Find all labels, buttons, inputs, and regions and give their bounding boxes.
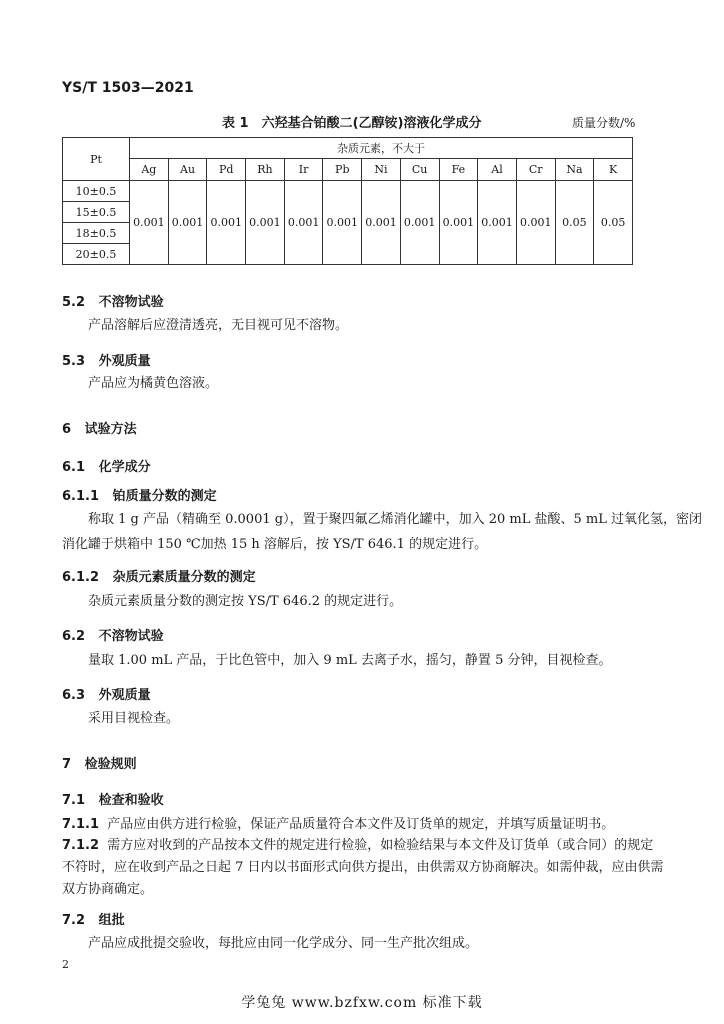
pt-value-cell: 15±0.5 [63,202,130,223]
paragraph: 采用目视检查。 [88,711,180,726]
paragraph: 产品应成批提交验收，每批应由同一化学成分、同一生产批次组成。 [88,936,479,951]
section-number: 6.2 [62,629,86,644]
paragraph: 不符时，应在收到产品之日起 7 日内以书面形式向供方提出，由供需双方协商解决。如需仲裁，应由供需 [62,860,664,875]
limit-cell: 0.001 [400,181,439,265]
limit-cell: 0.05 [594,181,633,265]
section-heading [62,456,151,475]
section-title: 化学成分 [98,460,151,475]
section-number: 5.3 [62,354,86,369]
paragraph: 产品溶解后应澄清透亮，无目视可见不溶物。 [88,318,349,333]
section-number: 7.2 [62,913,86,928]
section-number: 6.1.2 [62,570,100,585]
section-title: 外观质量 [98,688,151,703]
limit-cell: 0.001 [478,181,517,265]
section-heading [62,684,151,703]
section-heading [62,566,256,585]
element-header: Ir [284,159,323,181]
paragraph: 产品应为橘黄色溶液。 [88,376,219,391]
limit-cell: 0.001 [207,181,246,265]
standard-number: YS/T 1503—2021 [62,80,194,96]
section-heading [62,789,164,808]
section-title: 杂质元素质量分数的测定 [112,570,256,585]
limit-cell: 0.001 [362,181,401,265]
section-number: 6.1.1 [62,489,100,504]
chapter-heading [62,418,137,437]
element-header: Pd [207,159,246,181]
section-number: 6 [62,422,72,437]
element-header: Ag [130,159,169,181]
limit-cell: 0.001 [130,181,169,265]
section-heading [62,909,125,928]
paragraph: 双方协商确定。 [62,882,154,897]
limit-cell: 0.001 [323,181,362,265]
paragraph: 量取 1.00 mL 产品，于比色管中，加入 9 mL 去离子水，摇匀，静置 5 分钟，目视检查。 [88,653,612,668]
section-heading [62,350,151,369]
section-number: 6.3 [62,688,86,703]
site-footer: 学兔兔 www.bzfxw.com 标准下载 [241,995,483,1011]
section-title: 组批 [98,913,125,928]
element-header: Fe [439,159,478,181]
section-heading [62,485,217,504]
section-title: 不溶物试验 [98,295,164,310]
impurity-group-header: 杂质元素，不大于 [130,138,633,159]
element-header: Pb [323,159,362,181]
section-title: 不溶物试验 [98,629,164,644]
element-header: Na [555,159,594,181]
element-header: Cu [400,159,439,181]
element-header: Ni [362,159,401,181]
limit-cell: 0.001 [516,181,555,265]
limit-cell: 0.05 [555,181,594,265]
element-header: Rh [246,159,285,181]
section-heading [62,291,164,310]
section-title: 试验方法 [84,422,137,437]
paragraph-text: 需方应对收到的产品按本文件的规定进行检验，如检验结果与本文件及订货单（或合同）的规定 [107,838,654,853]
element-header: Al [478,159,517,181]
section-number: 7.1.2 [62,838,100,853]
pt-value-cell: 18±0.5 [63,223,130,244]
section-number: 6.1 [62,460,86,475]
paragraph: 杂质元素质量分数的测定按 YS/T 646.2 的规定进行。 [88,594,403,609]
section-title: 检验规则 [84,757,137,772]
section-title: 外观质量 [98,354,151,369]
section-number: 7.1.1 [62,817,100,832]
section-title: 铂质量分数的测定 [112,489,217,504]
table-caption: 表 1 六羟基合铂酸二(乙醇铵)溶液化学成分 [222,116,482,131]
limit-cell: 0.001 [246,181,285,265]
table-unit: 质量分数/% [572,116,636,130]
paragraph: 称取 1 g 产品（精确至 0.0001 g），置于聚四氟乙烯消化罐中，加入 20 mL 盐酸、5 mL 过氧化氢，密闭 [88,512,702,527]
pt-value-cell: 10±0.5 [63,181,130,202]
limit-cell: 0.001 [168,181,207,265]
page-number: 2 [62,958,69,971]
section-heading [62,625,164,644]
chemical-composition-table [62,137,633,265]
limit-cell: 0.001 [439,181,478,265]
element-header: Au [168,159,207,181]
pt-header: Pt [63,138,130,181]
pt-value-cell: 20±0.5 [63,244,130,265]
section-number: 7.1 [62,793,86,808]
element-header: K [594,159,633,181]
paragraph: 消化罐于烘箱中 150 ℃加热 15 h 溶解后，按 YS/T 646.1 的规定进行。 [62,537,488,552]
element-header: Cr [516,159,555,181]
limit-cell: 0.001 [284,181,323,265]
chapter-heading [62,753,137,772]
paragraph-text: 产品应由供方进行检验，保证产品质量符合本文件及订货单的规定，并填写质量证明书。 [107,817,615,832]
section-number: 7 [62,757,72,772]
section-title: 检查和验收 [98,793,164,808]
section-number: 5.2 [62,295,86,310]
